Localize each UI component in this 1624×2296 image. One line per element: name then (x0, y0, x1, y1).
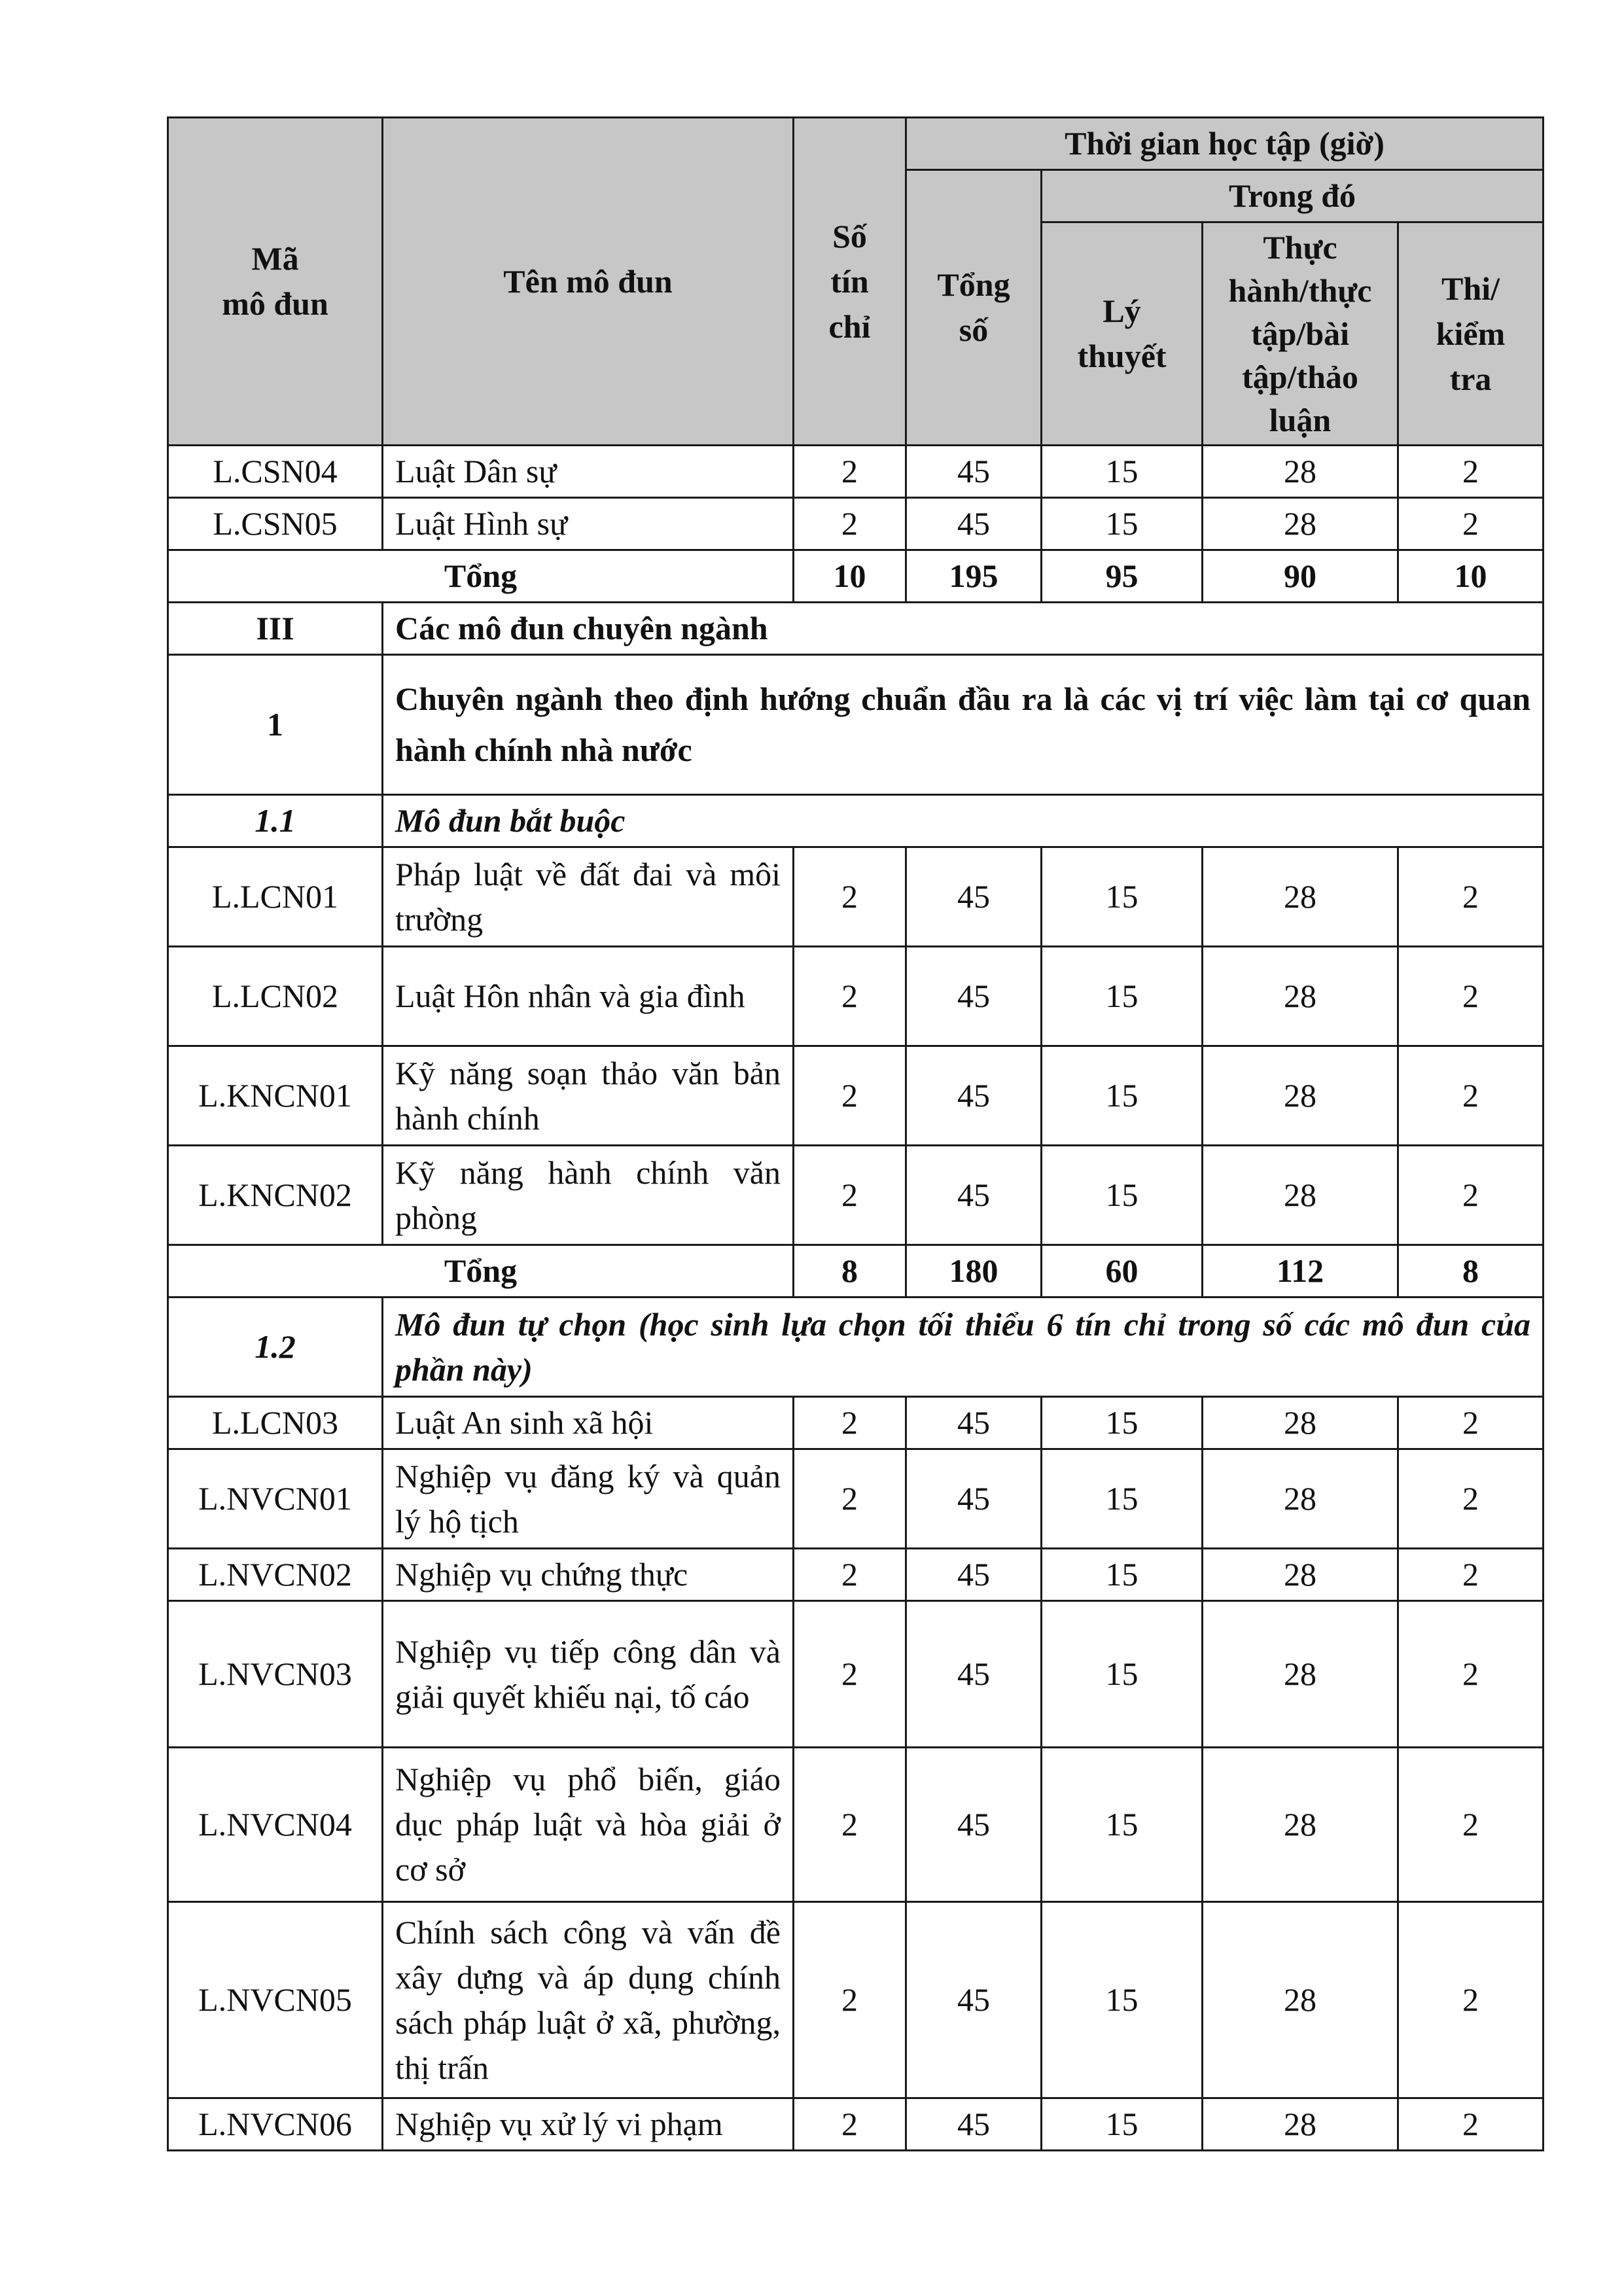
section-number: 1 (168, 655, 383, 795)
header-exam: Thi/ kiểm tra (1398, 222, 1544, 446)
section-row (168, 655, 1544, 795)
total-row (168, 550, 1544, 603)
header-credits: Số tín chỉ (794, 118, 906, 446)
credits-cell: 2 (794, 2098, 906, 2151)
module-name: Nghiệp vụ đăng ký và quản lý hộ tịch (383, 1449, 794, 1549)
exam-hours-cell: 2 (1398, 1601, 1544, 1748)
module-name: Luật Dân sự (383, 446, 794, 498)
theory-hours-cell: 15 (1042, 498, 1203, 550)
total-practice: 112 (1203, 1245, 1398, 1298)
table-row (168, 1449, 1544, 1549)
total-practice: 90 (1203, 550, 1398, 603)
exam-hours-cell: 2 (1398, 1397, 1544, 1449)
exam-hours-cell: 2 (1398, 498, 1544, 550)
practice-hours-cell: 28 (1203, 1046, 1398, 1146)
header-practice: Thực hành/thực tập/bài tập/thảo luận (1203, 222, 1398, 446)
practice-hours-cell: 28 (1203, 1902, 1398, 2098)
theory-hours-cell: 15 (1042, 1549, 1203, 1601)
module-name: Nghiệp vụ tiếp công dân và giải quyết khiếu nại, tố cáo (383, 1601, 794, 1748)
table-header (168, 118, 1544, 446)
total-exam: 8 (1398, 1245, 1544, 1298)
module-code: L.NVCN06 (168, 2098, 383, 2151)
total-hours-cell: 45 (906, 1397, 1042, 1449)
practice-hours-cell: 28 (1203, 498, 1398, 550)
exam-hours-cell: 2 (1398, 1549, 1544, 1601)
section-number: 1.1 (168, 795, 383, 847)
practice-hours-cell: 28 (1203, 2098, 1398, 2151)
module-code: L.CSN05 (168, 498, 383, 550)
module-code: L.NVCN01 (168, 1449, 383, 1549)
credits-cell: 2 (794, 1046, 906, 1146)
practice-hours-cell: 28 (1203, 1146, 1398, 1245)
practice-hours-cell: 28 (1203, 446, 1398, 498)
practice-hours-cell: 28 (1203, 1601, 1398, 1748)
section-title: Mô đun tự chọn (học sinh lựa chọn tối thiểu 6 tín chỉ trong số các mô đun của phần này) (383, 1298, 1544, 1397)
total-hours-cell: 45 (906, 1902, 1042, 2098)
section-title: Mô đun bắt buộc (383, 795, 1544, 847)
table-row (168, 2098, 1544, 2151)
section-row (168, 795, 1544, 847)
credits-cell: 2 (794, 1449, 906, 1549)
header-of-which: Trong đó (1042, 170, 1544, 222)
practice-hours-cell: 28 (1203, 1549, 1398, 1601)
module-name: Pháp luật về đất đai và môi trường (383, 847, 794, 947)
exam-hours-cell: 2 (1398, 1146, 1544, 1245)
module-code: L.LCN02 (168, 947, 383, 1046)
practice-hours-cell: 28 (1203, 947, 1398, 1046)
module-code: L.NVCN03 (168, 1601, 383, 1748)
exam-hours-cell: 2 (1398, 947, 1544, 1046)
total-exam: 10 (1398, 550, 1544, 603)
section-row (168, 1298, 1544, 1397)
header-code: Mã mô đun (168, 118, 383, 446)
table-row (168, 1902, 1544, 2098)
module-code: L.KNCN02 (168, 1146, 383, 1245)
total-hours-cell: 45 (906, 947, 1042, 1046)
theory-hours-cell: 15 (1042, 1146, 1203, 1245)
module-name: Nghiệp vụ chứng thực (383, 1549, 794, 1601)
practice-hours-cell: 28 (1203, 847, 1398, 947)
theory-hours-cell: 15 (1042, 1046, 1203, 1146)
module-name: Nghiệp vụ phổ biến, giáo dục pháp luật và hòa giải ở cơ sở (383, 1748, 794, 1902)
credits-cell: 2 (794, 1902, 906, 2098)
theory-hours-cell: 15 (1042, 1449, 1203, 1549)
header-time: Thời gian học tập (giờ) (906, 118, 1544, 170)
theory-hours-cell: 15 (1042, 1601, 1203, 1748)
header-name: Tên mô đun (383, 118, 794, 446)
practice-hours-cell: 28 (1203, 1397, 1398, 1449)
total-hours-cell: 45 (906, 1748, 1042, 1902)
section-row (168, 603, 1544, 655)
practice-hours-cell: 28 (1203, 1449, 1398, 1549)
credits-cell: 2 (794, 947, 906, 1046)
curriculum-table (167, 116, 1544, 2151)
module-name: Kỹ năng hành chính văn phòng (383, 1146, 794, 1245)
practice-hours-cell: 28 (1203, 1748, 1398, 1902)
total-hours-cell: 45 (906, 498, 1042, 550)
module-name: Luật An sinh xã hội (383, 1397, 794, 1449)
section-number: III (168, 603, 383, 655)
theory-hours-cell: 15 (1042, 847, 1203, 947)
section-title: Các mô đun chuyên ngành (383, 603, 1544, 655)
theory-hours-cell: 15 (1042, 1748, 1203, 1902)
credits-cell: 2 (794, 446, 906, 498)
header-theory: Lý thuyết (1042, 222, 1203, 446)
exam-hours-cell: 2 (1398, 1449, 1544, 1549)
total-credits: 8 (794, 1245, 906, 1298)
module-name: Kỹ năng soạn thảo văn bản hành chính (383, 1046, 794, 1146)
module-code: L.NVCN04 (168, 1748, 383, 1902)
credits-cell: 2 (794, 498, 906, 550)
table-row (168, 498, 1544, 550)
exam-hours-cell: 2 (1398, 1046, 1544, 1146)
table-row (168, 1397, 1544, 1449)
module-code: L.LCN03 (168, 1397, 383, 1449)
credits-cell: 2 (794, 1601, 906, 1748)
header-total: Tổng số (906, 170, 1042, 446)
theory-hours-cell: 15 (1042, 1397, 1203, 1449)
total-hours-cell: 45 (906, 1046, 1042, 1146)
total-hours-cell: 45 (906, 1146, 1042, 1245)
exam-hours-cell: 2 (1398, 1748, 1544, 1902)
table-row (168, 1046, 1544, 1146)
exam-hours-cell: 2 (1398, 2098, 1544, 2151)
table-row (168, 1146, 1544, 1245)
theory-hours-cell: 15 (1042, 2098, 1203, 2151)
total-hours-cell: 45 (906, 1449, 1042, 1549)
module-code: L.NVCN05 (168, 1902, 383, 2098)
module-code: L.LCN01 (168, 847, 383, 947)
theory-hours-cell: 15 (1042, 1902, 1203, 2098)
credits-cell: 2 (794, 847, 906, 947)
table-row (168, 847, 1544, 947)
table-row (168, 446, 1544, 498)
total-label: Tổng (168, 1245, 794, 1298)
exam-hours-cell: 2 (1398, 847, 1544, 947)
total-hours-cell: 45 (906, 847, 1042, 947)
module-name: Chính sách công và vấn đề xây dựng và áp dụng chính sách pháp luật ở xã, phường, thị trấn (383, 1902, 794, 2098)
total-hours: 195 (906, 550, 1042, 603)
exam-hours-cell: 2 (1398, 446, 1544, 498)
theory-hours-cell: 15 (1042, 446, 1203, 498)
credits-cell: 2 (794, 1549, 906, 1601)
total-hours-cell: 45 (906, 1601, 1042, 1748)
total-credits: 10 (794, 550, 906, 603)
module-code: L.NVCN02 (168, 1549, 383, 1601)
table-row (168, 947, 1544, 1046)
total-hours-cell: 45 (906, 446, 1042, 498)
total-theory: 95 (1042, 550, 1203, 603)
section-title: Chuyên ngành theo định hướng chuẩn đầu ra là các vị trí việc làm tại cơ quan hành chính nhà nước (383, 655, 1544, 795)
total-theory: 60 (1042, 1245, 1203, 1298)
total-hours-cell: 45 (906, 1549, 1042, 1601)
section-number: 1.2 (168, 1298, 383, 1397)
table-row (168, 1549, 1544, 1601)
exam-hours-cell: 2 (1398, 1902, 1544, 2098)
credits-cell: 2 (794, 1146, 906, 1245)
total-row (168, 1245, 1544, 1298)
total-hours-cell: 45 (906, 2098, 1042, 2151)
table-row (168, 1748, 1544, 1902)
credits-cell: 2 (794, 1748, 906, 1902)
table-row (168, 1601, 1544, 1748)
module-name: Luật Hôn nhân và gia đình (383, 947, 794, 1046)
total-label: Tổng (168, 550, 794, 603)
credits-cell: 2 (794, 1397, 906, 1449)
module-name: Luật Hình sự (383, 498, 794, 550)
total-hours: 180 (906, 1245, 1042, 1298)
module-name: Nghiệp vụ xử lý vi phạm (383, 2098, 794, 2151)
module-code: L.CSN04 (168, 446, 383, 498)
module-code: L.KNCN01 (168, 1046, 383, 1146)
table-body (168, 446, 1544, 2151)
theory-hours-cell: 15 (1042, 947, 1203, 1046)
